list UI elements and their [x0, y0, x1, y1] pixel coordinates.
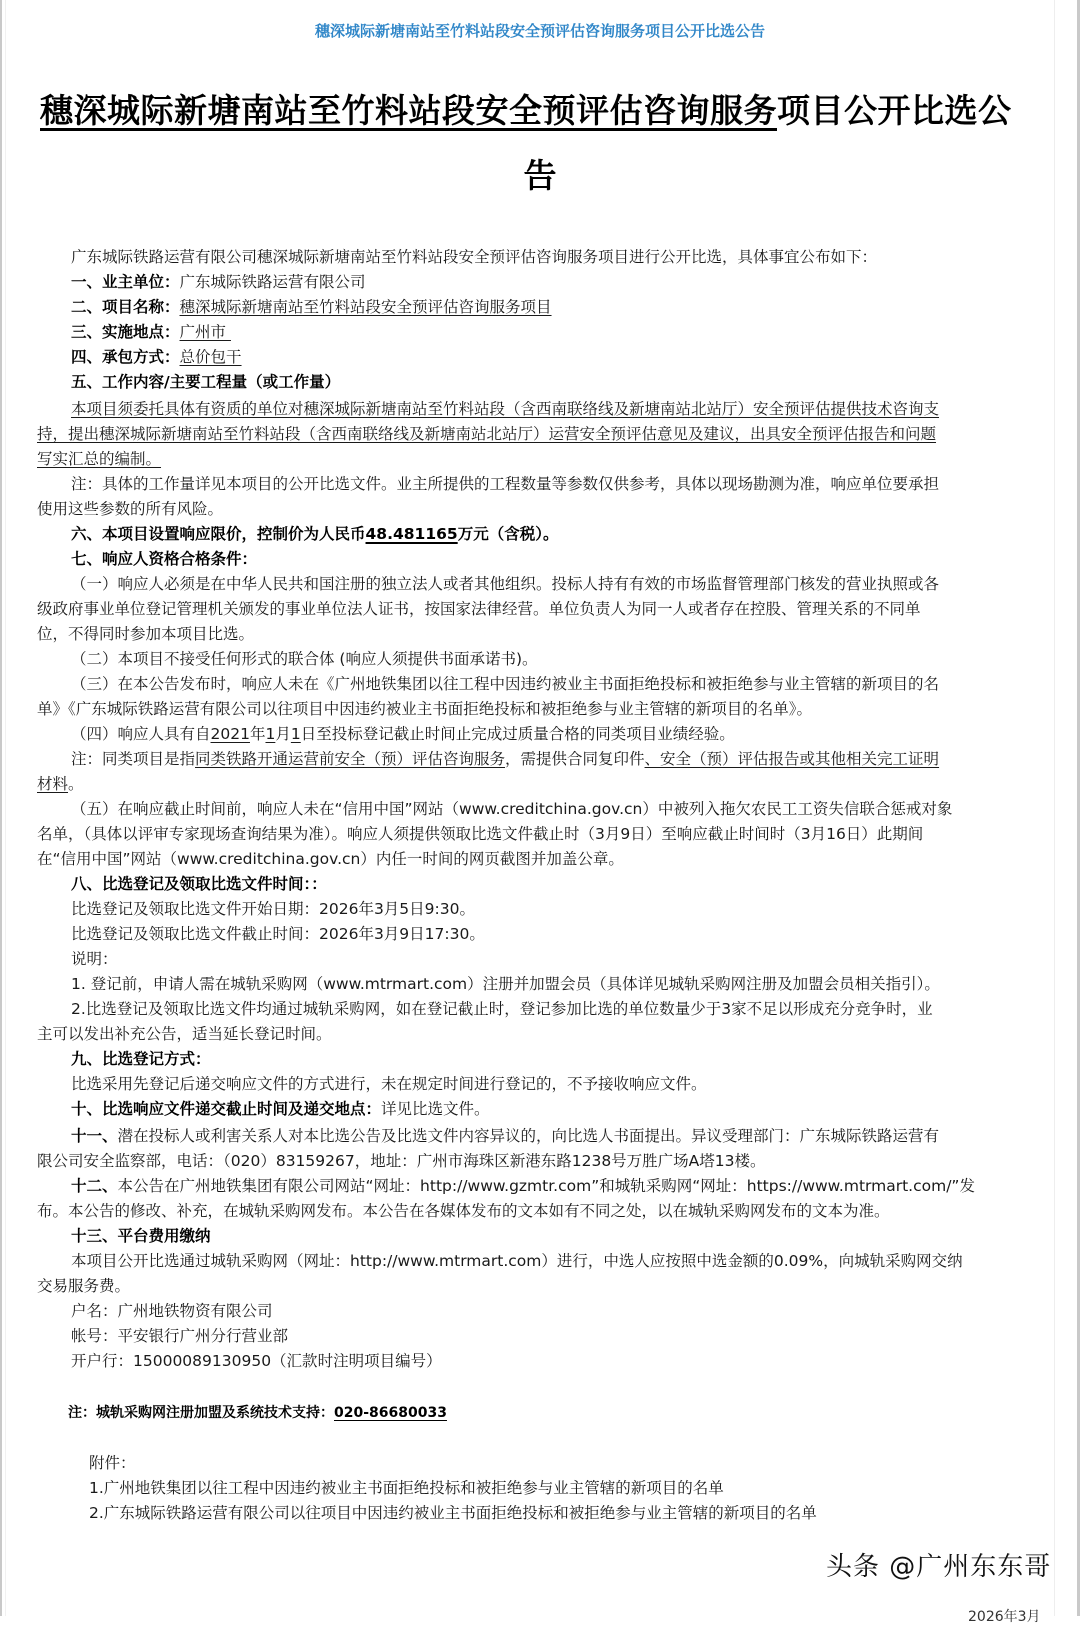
page-frame-right-inner [1054, 0, 1055, 1616]
page-frame-left-inner [5, 0, 6, 1616]
qualification-note-line2: 材料。 [37, 775, 84, 793]
qualification-1-line3: 位，不得同时参加本项目比选。 [37, 625, 255, 643]
attachment-item-2: 2.广东城际铁路运营有限公司以往项目中因违约被业主书面拒绝投标和被拒绝参与业主管辖的新项目的名单 [89, 1504, 817, 1522]
section-label: 四、承包方式： [71, 348, 180, 366]
page-frame-left [0, 0, 2, 1616]
work-content-line3: 写实汇总的编制。 [37, 450, 162, 468]
section-owner [37, 270, 1042, 295]
qualification-2: （二）本项目不接受任何形式的联合体 (响应人须提供书面承诺书)。 [71, 650, 538, 668]
section-value: 广东城际铁路运营有限公司 [179, 273, 366, 291]
support-phone: 020-86680033 [334, 1405, 447, 1421]
platform-fee-line1: 本项目公开比选通过城轨采购网（网址：http://www.mtrmart.com）进行，中选人应按照中选金额的0.09%，向城轨采购网交纳 [71, 1252, 963, 1270]
work-note-line1: 注：具体的工作量详见本项目的公开比选文件。业主所提供的工程数量等参数仅供参考，具体以现场勘测为准，响应单位要承担 [71, 475, 940, 493]
document-title [40, 76, 1050, 146]
registration-note-2-line2: 主可以发出补充公告，适当延长登记时间。 [37, 1025, 332, 1043]
work-content-line1: 本项目须委托具体有资质的单位对穗深城际新塘南站至竹料站段（含西南联络线及新塘南站北站厅）安全预评估提供技术咨询支 [71, 400, 940, 418]
section-registration-time-label: 八、比选登记及领取比选文件时间：： [71, 875, 327, 893]
section-qualification-label: 七、响应人资格合格条件： [71, 550, 258, 568]
qualification-3-line2: 单》《广东城际铁路运营有限公司以往项目中因违约被业主书面拒绝投标和被拒绝参与业主管辖的新项目的名单》。 [37, 700, 813, 718]
account-number: 帐号：平安银行广州分行营业部 [71, 1327, 289, 1345]
page-header-caption: 穗深城际新塘南站至竹料站段安全预评估咨询服务项目公开比选公告 [314, 22, 765, 40]
section-project-name [37, 295, 1042, 320]
section-objection-line1: 十一、潜在投标人或利害关系人对本比选公告及比选文件内容异议的，向比选人书面提出。异议受理部门：广东城际铁路运营有 [71, 1127, 940, 1145]
section-platform-fee-label: 十三、平台费用缴纳 [71, 1227, 211, 1245]
registration-note-1: 1. 登记前，申请人需在城轨采购网（www.mtrmart.com）注册并加盟会员（具体详见城轨采购网注册及加盟会员相关指引）。 [71, 975, 940, 993]
qualification-note-line1: 注：同类项目是指同类铁路开通运营前安全（预）评估咨询服务，需提供合同复印件、安全（预）评估报告或其他相关完工证明 [71, 750, 940, 768]
section-submission: 十、比选响应文件递交截止时间及递交地点：详见比选文件。 [71, 1100, 490, 1118]
registration-note-2-line1: 2.比选登记及领取比选文件均通过城轨采购网，如在登记截止时，登记参加比选的单位数量少于3家不足以形成充分竞争时，业 [71, 1000, 933, 1018]
qualification-5-line1: （五）在响应截止时间前，响应人未在“信用中国”网站（www.creditchina.gov.cn）中被列入拖欠农民工工资失信联合惩戒对象 [71, 800, 953, 818]
account-name: 户名：广州地铁物资有限公司 [71, 1302, 273, 1320]
platform-fee-line2: 交易服务费。 [37, 1277, 131, 1295]
section-objection-line2: 限公司安全监察部，电话：（020）83159267，地址：广州市海珠区新港东路1238号万胜广场A塔13楼。 [37, 1152, 766, 1170]
registration-start: 比选登记及领取比选文件开始日期：2026年3月5日9:30。 [71, 900, 475, 918]
section-value: 穗深城际新塘南站至竹料站段安全预评估咨询服务项目 [179, 298, 552, 316]
attachments-label: 附件： [89, 1454, 136, 1472]
qualification-5-line2: 名单，（具体以评审专家现场查询结果为准）。响应人须提供领取比选文件截止时（3月9日）至响应截止时间时（3月16日）此期间 [37, 825, 924, 843]
support-note: 注：城轨采购网注册加盟及系统技术支持：020-86680033 [68, 1405, 447, 1421]
registration-explain-label: 说明： [71, 950, 118, 968]
qualification-4: （四）响应人具有自2021年1月1日至投标登记截止时间止完成过质量合格的同类项目业绩经验。 [71, 725, 735, 743]
document-title-line2: 告 [523, 156, 557, 195]
work-note-line2: 使用这些参数的所有风险。 [37, 500, 224, 518]
section-value: 总价包干 [179, 348, 242, 366]
registration-end: 比选登记及领取比选文件截止时间：2026年3月9日17:30。 [71, 925, 485, 943]
section-registration-method-label: 九、比选登记方式： [71, 1050, 211, 1068]
registration-method-text: 比选采用先登记后递交响应文件的方式进行，未在规定时间进行登记的，不予接收响应文件。 [71, 1075, 707, 1093]
title-underlined-part: 穗深城际新塘南站至竹料站段安全预评估咨询服务 [40, 91, 777, 130]
section-work-content-label: 五、工作内容/主要工程量（或工作量） [71, 373, 341, 391]
section-price-limit: 六、本项目设置响应限价，控制价为人民币48.481165万元（含税）。 [71, 525, 559, 543]
section-publication-line1: 十二、本公告在广州地铁集团有限公司网站“网址：http://www.gzmtr.com”和城轨采购网“网址：https://www.mtrmart.com/”发 [71, 1177, 975, 1195]
signature-date: 2026年3月 [968, 1609, 1041, 1625]
section-contract-type [37, 345, 1042, 370]
section-value: 广州市 [179, 323, 231, 341]
section-label: 一、业主单位： [71, 273, 180, 291]
section-label: 二、项目名称： [71, 298, 180, 316]
section-publication-line2: 布。本公告的修改、补充，在城轨采购网发布。本公告在各媒体发布的文本如有不同之处，以在城轨采购网发布的文本为准。 [37, 1202, 890, 1220]
section-label: 三、实施地点： [71, 323, 180, 341]
title-rest: 项目公开比选公 [777, 91, 1012, 130]
bank-info: 开户行：15000089130950（汇款时注明项目编号） [71, 1352, 442, 1370]
qualification-1-line1: （一）响应人必须是在中华人民共和国注册的独立法人或者其他组织。投标人持有有效的市场监督管理部门核发的营业执照或各 [71, 575, 940, 593]
intro-text: 广东城际铁路运营有限公司穗深城际新塘南站至竹料站段安全预评估咨询服务项目进行公开比选，具体事宜公布如下： [71, 248, 878, 266]
section-location [37, 320, 1042, 345]
control-price-amount: 48.481165 [365, 525, 458, 543]
attachment-item-1: 1.广州地铁集团以往工程中因违约被业主书面拒绝投标和被拒绝参与业主管辖的新项目的名单 [89, 1479, 724, 1497]
qualification-5-line3: 在“信用中国”网站（www.creditchina.gov.cn）内任一时间的网页截图并加盖公章。 [37, 850, 624, 868]
work-content-line2: 持，提出穗深城际新塘南站至竹料站段（含西南联络线及新塘南站北站厅）运营安全预评估意见及建议，出具安全预评估报告和问题 [37, 425, 937, 443]
watermark-text: 头条 @广州东东哥 [826, 1552, 1052, 1582]
qualification-3-line1: （三）在本公告发布时，响应人未在《广州地铁集团以往工程中因违约被业主书面拒绝投标和被拒绝参与业主管辖的新项目的名 [71, 675, 940, 693]
qualification-1-line2: 级政府事业单位登记管理机关颁发的事业单位法人证书，按国家法律经营。单位负责人为同一人或者存在控股、管理关系的不同单 [37, 600, 921, 618]
